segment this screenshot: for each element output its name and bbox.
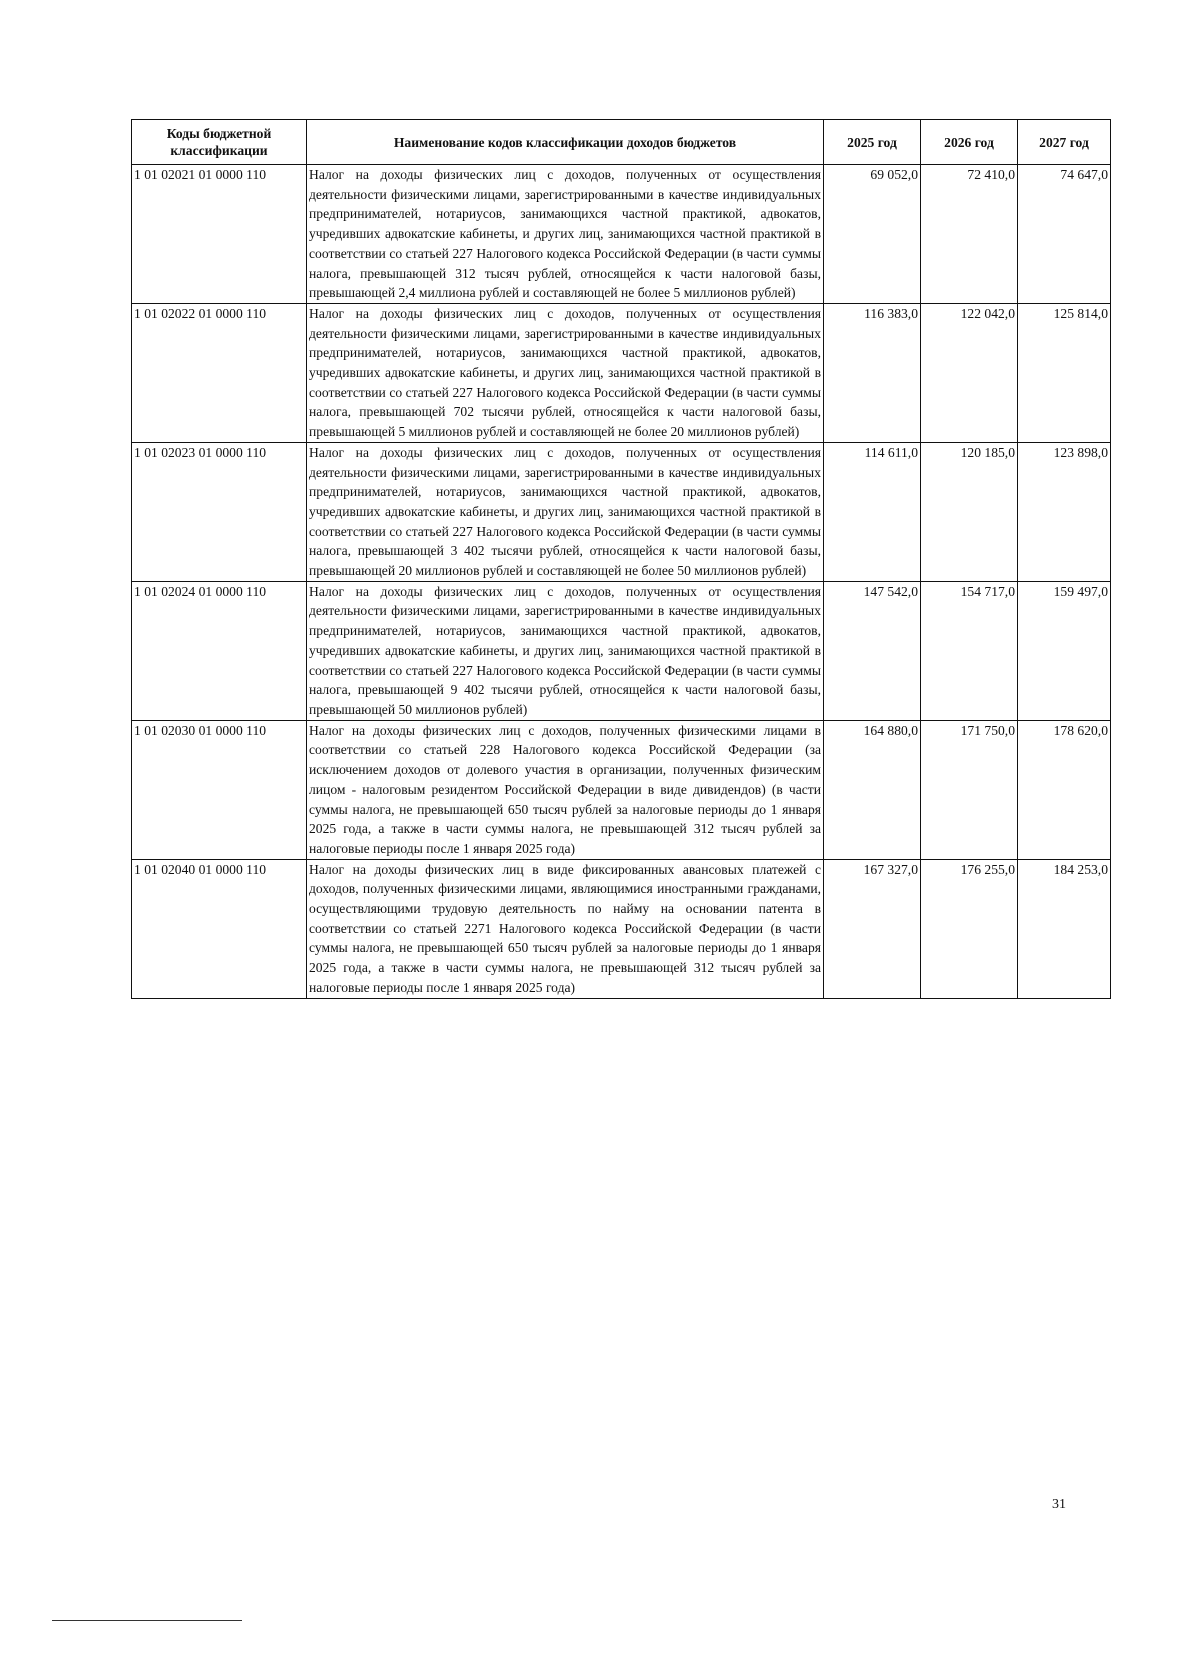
cell-2025: 167 327,0 <box>824 859 921 998</box>
cell-name: Налог на доходы физических лиц с доходов, полученных от осуществления деятельности физическими лицами, зарегистрированными в качестве индивидуальных предпринимателей, нотариусов, занимающихся частной практикой, адвокатов, учредивших адвокатские кабинеты, и других лиц, занимающихся частной практикой в соответствии со статьей 227 Налогового кодекса Российской Федерации (в части суммы налога, превышающей 312 тысяч рублей, относящейся к части налоговой базы, превышающей 2,4 миллиона рублей и составляющей не более 5 миллионов рублей) <box>307 165 824 304</box>
table-header-row <box>132 120 1111 165</box>
header-2026: 2026 год <box>921 120 1018 165</box>
cell-2025: 147 542,0 <box>824 581 921 720</box>
table-row <box>132 165 1111 304</box>
cell-code: 1 01 02021 01 0000 110 <box>132 165 307 304</box>
table-row <box>132 581 1111 720</box>
header-2025: 2025 год <box>824 120 921 165</box>
budget-classification-table <box>131 119 1111 999</box>
cell-code: 1 01 02030 01 0000 110 <box>132 720 307 859</box>
footer-divider <box>52 1620 242 1621</box>
table-row <box>132 859 1111 998</box>
cell-2027: 159 497,0 <box>1018 581 1111 720</box>
cell-2026: 72 410,0 <box>921 165 1018 304</box>
cell-name: Налог на доходы физических лиц в виде фиксированных авансовых платежей с доходов, полученных физическими лицами, являющимися иностранными гражданами, осуществляющими трудовую деятельность по найму на основании патента в соответствии со статьей 2271 Налогового кодекса Российской Федерации (в части суммы налога, не превышающей 650 тысяч рублей за налоговые периоды до 1 января 2025 года, а также в части суммы налога, не превышающей 312 тысяч рублей за налоговые периоды после 1 января 2025 года) <box>307 859 824 998</box>
cell-name: Налог на доходы физических лиц с доходов, полученных от осуществления деятельности физическими лицами, зарегистрированными в качестве индивидуальных предпринимателей, нотариусов, занимающихся частной практикой, адвокатов, учредивших адвокатские кабинеты, и других лиц, занимающихся частной практикой в соответствии со статьей 227 Налогового кодекса Российской Федерации (в части суммы налога, превышающей 9 402 тысячи рублей, относящейся к части налоговой базы, превышающей 50 миллионов рублей) <box>307 581 824 720</box>
cell-code: 1 01 02024 01 0000 110 <box>132 581 307 720</box>
cell-2026: 171 750,0 <box>921 720 1018 859</box>
cell-2027: 74 647,0 <box>1018 165 1111 304</box>
page-number: 31 <box>1052 1497 1066 1512</box>
header-name: Наименование кодов классификации доходов бюджетов <box>307 120 824 165</box>
table-row <box>132 720 1111 859</box>
cell-2025: 116 383,0 <box>824 303 921 442</box>
cell-2026: 122 042,0 <box>921 303 1018 442</box>
cell-2027: 184 253,0 <box>1018 859 1111 998</box>
cell-2027: 123 898,0 <box>1018 442 1111 581</box>
header-code: Коды бюджетной классификации <box>132 120 307 165</box>
cell-2026: 176 255,0 <box>921 859 1018 998</box>
cell-name: Налог на доходы физических лиц с доходов, полученных от осуществления деятельности физическими лицами, зарегистрированными в качестве индивидуальных предпринимателей, нотариусов, занимающихся частной практикой, адвокатов, учредивших адвокатские кабинеты, и других лиц, занимающихся частной практикой в соответствии со статьей 227 Налогового кодекса Российской Федерации (в части суммы налога, превышающей 3 402 тысячи рублей, относящейся к части налоговой базы, превышающей 20 миллионов рублей и составляющей не более 50 миллионов рублей) <box>307 442 824 581</box>
table-row <box>132 442 1111 581</box>
cell-2027: 125 814,0 <box>1018 303 1111 442</box>
cell-name: Налог на доходы физических лиц с доходов, полученных от осуществления деятельности физическими лицами, зарегистрированными в качестве индивидуальных предпринимателей, нотариусов, занимающихся частной практикой, адвокатов, учредивших адвокатские кабинеты, и других лиц, занимающихся частной практикой в соответствии со статьей 227 Налогового кодекса Российской Федерации (в части суммы налога, превышающей 702 тысячи рублей, относящейся к части налоговой базы, превышающей 5 миллионов рублей и составляющей не более 20 миллионов рублей) <box>307 303 824 442</box>
cell-name: Налог на доходы физических лиц с доходов, полученных физическими лицами в соответствии со статьей 228 Налогового кодекса Российской Федерации (за исключением доходов от долевого участия в организации, полученных физическим лицом - налоговым резидентом Российской Федерации в виде дивидендов) (в части суммы налога, не превышающей 650 тысяч рублей за налоговые периоды до 1 января 2025 года, а также в части суммы налога, не превышающей 312 тысяч рублей за налоговые периоды после 1 января 2025 года) <box>307 720 824 859</box>
header-2027: 2027 год <box>1018 120 1111 165</box>
cell-2027: 178 620,0 <box>1018 720 1111 859</box>
table-row <box>132 303 1111 442</box>
cell-code: 1 01 02023 01 0000 110 <box>132 442 307 581</box>
cell-2025: 69 052,0 <box>824 165 921 304</box>
cell-code: 1 01 02022 01 0000 110 <box>132 303 307 442</box>
cell-2026: 120 185,0 <box>921 442 1018 581</box>
cell-code: 1 01 02040 01 0000 110 <box>132 859 307 998</box>
cell-2025: 164 880,0 <box>824 720 921 859</box>
cell-2026: 154 717,0 <box>921 581 1018 720</box>
cell-2025: 114 611,0 <box>824 442 921 581</box>
